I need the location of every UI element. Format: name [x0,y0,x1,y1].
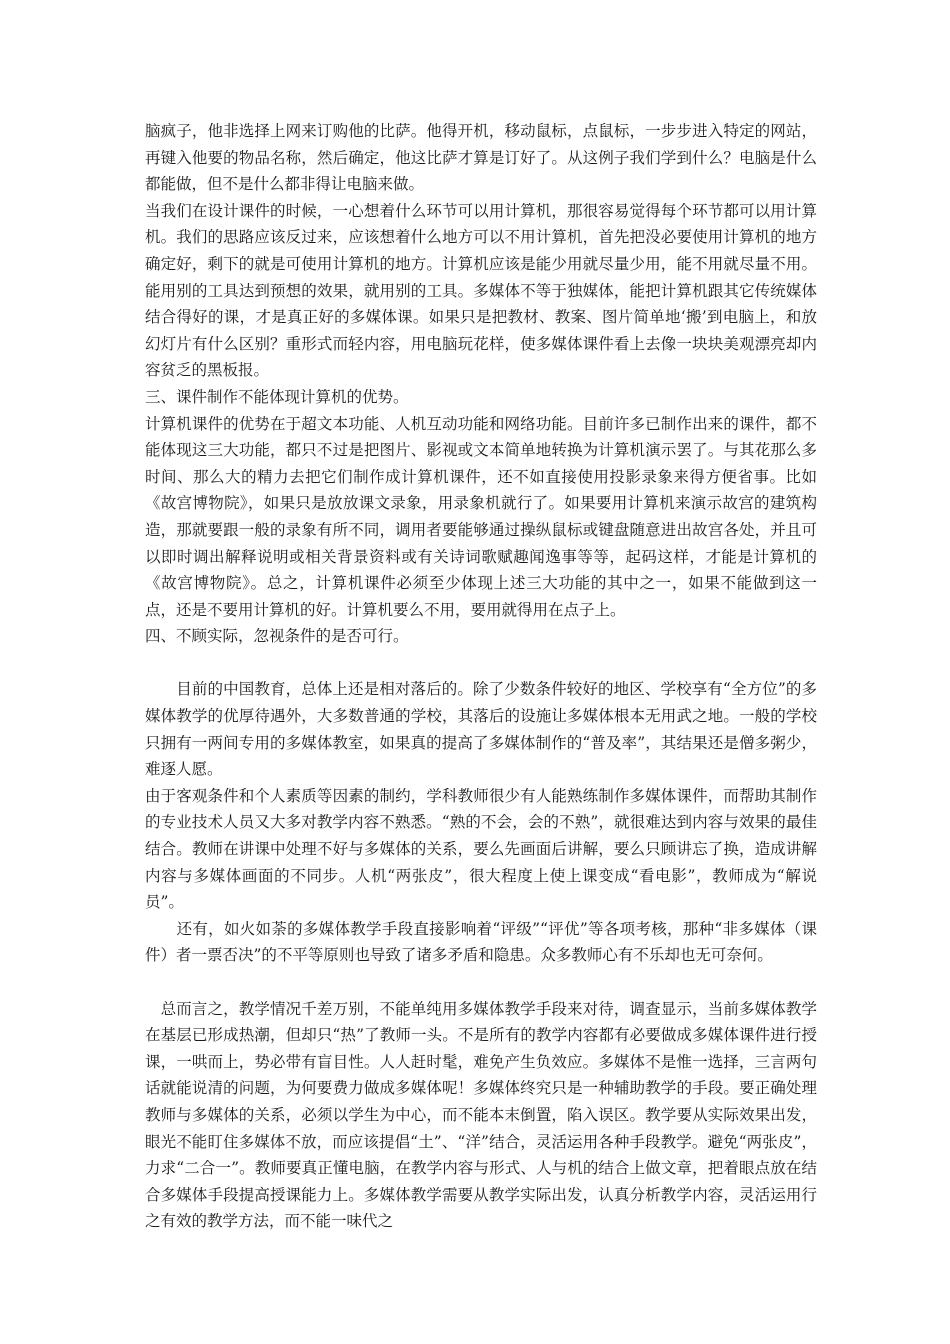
paragraph-design-approach: 当我们在设计课件的时候，一心想着什么环节可以用计算机，那很容易觉得每个环节都可以用计算机。我们的思路应该反过来，应该想着什么地方可以不用计算机，首先把没必要使用计算机的地方确定好，剩下的就是可使用计算机的地方。计算机应该是能少用就尽量少用，能不用就尽量不用。能用别的工具达到预想的效果，就用别的工具。多媒体不等于独媒体，能把计算机跟其它传统媒体结合得好的课，才是真正好的多媒体课。如果只是把教材、教案、图片简单地‘搬’到电脑上，和放幻灯片有什么区别？重形式而轻内容，用电脑玩花样，使多媒体课件看上去像一块块美观漂亮却内容贫乏的黑板报。 [145,201,817,380]
section-heading-three: 三、课件制作不能体现计算机的优势。 [145,387,409,406]
blank-line [145,650,817,677]
document-body [145,118,817,1235]
paragraph-computer-advantages: 计算机课件的优势在于超文本功能、人机互动功能和网络功能。目前许多已制作出来的课件，都不能体现这三大功能，都只不过是把图片、影视或文本简单地转换为计算机演示罢了。与其花那么多时间、那么大的精力去把它们制作成计算机课件，还不如直接使用投影录象来得方便省事。比如《故宫博物院》，如果只是放放课文录象，用录象机就行了。如果要用计算机来演示故宫的建筑构造，那就要跟一般的录象有所不同，调用者要能够通过操纵鼠标或键盘随意进出故宫各处，并且可以即时调出解释说明或相关背景资料或有关诗词歌赋趣闻逸事等等，起码这样，才能是计算机的《故宫博物院》。总之，计算机课件必须至少体现上述三大功能的其中之一，如果不能做到这一点，还是不要用计算机的好。计算机要么不用，要用就得用在点子上。 [145,414,817,619]
section-heading-four: 四、不顾实际，忽视条件的是否可行。 [145,627,409,646]
paragraph-teacher-constraints: 由于客观条件和个人素质等因素的制约，学科教师很少有人能熟练制作多媒体课件，而帮助其制作的专业技术人员又大多对教学内容不熟悉。“熟的不会，会的不熟”，就很难达到内容与效果的最佳结合。教师在讲课中处理不好与多媒体的关系，要么先画面后讲解，要么只顾讲忘了换，造成讲解内容与多媒体画面的不同步。人机“两张皮”，很大程度上使上课变成“看电影”，教师成为“解说员”。 [145,786,817,912]
blank-line [145,969,817,996]
paragraph-intro-continuation: 脑疯子，他非选择上网来订购他的比萨。他得开机，移动鼠标，点鼠标，一步步进入特定的网站，再键入他要的物品名称，然后确定，他这比萨才算是订好了。从这例子我们学到什么？电脑是什么都能做，但不是什么都非得让电脑来做。 [145,122,817,194]
paragraph-evaluation-pressure: 还有，如火如荼的多媒体教学手段直接影响着“评级”“评优”等各项考核，那种“非多媒体（课件）者一票否决”的不平等原则也导致了诸多矛盾和隐患。众多教师心有不乐却也无可奈何。 [145,919,817,965]
paragraph-china-education: 目前的中国教育，总体上还是相对落后的。除了少数条件较好的地区、学校享有“全方位”的多媒体教学的优厚待遇外，大多数普通的学校，其落后的设施让多媒体根本无用武之地。一般的学校只拥有一两间专用的多媒体教室，如果真的提高了多媒体制作的“普及率”，其结果还是僧多粥少，难逐人愿。 [145,680,817,779]
paragraph-conclusion: 总而言之，教学情况千差万别，不能单纯用多媒体教学手段来对待，调查显示，当前多媒体教学在基层已形成热潮，但却只“热”了教师一头。不是所有的教学内容都有必要做成多媒体课件进行授课，一哄而上，势必带有盲目性。人人赶时髦，难免产生负效应。多媒体不是惟一选择，三言两句话就能说清的问题，为何要费力做成多媒体呢！多媒体终究只是一种辅助教学的手段。要正确处理教师与多媒体的关系，必须以学生为中心，而不能本末倒置，陷入误区。教学要从实际效果出发，眼光不能盯住多媒体不放，而应该提倡“土”、“洋”结合，灵活运用各种手段教学。避免“两张皮”，力求“二合一”。教师要真正懂电脑，在教学内容与形式、人与机的结合上做文章，把着眼点放在结合多媒体手段提高授课能力上。多媒体教学需要从教学实际出发，认真分析教学内容，灵活运用行之有效的教学方法，而不能一味代之 [145,999,817,1231]
